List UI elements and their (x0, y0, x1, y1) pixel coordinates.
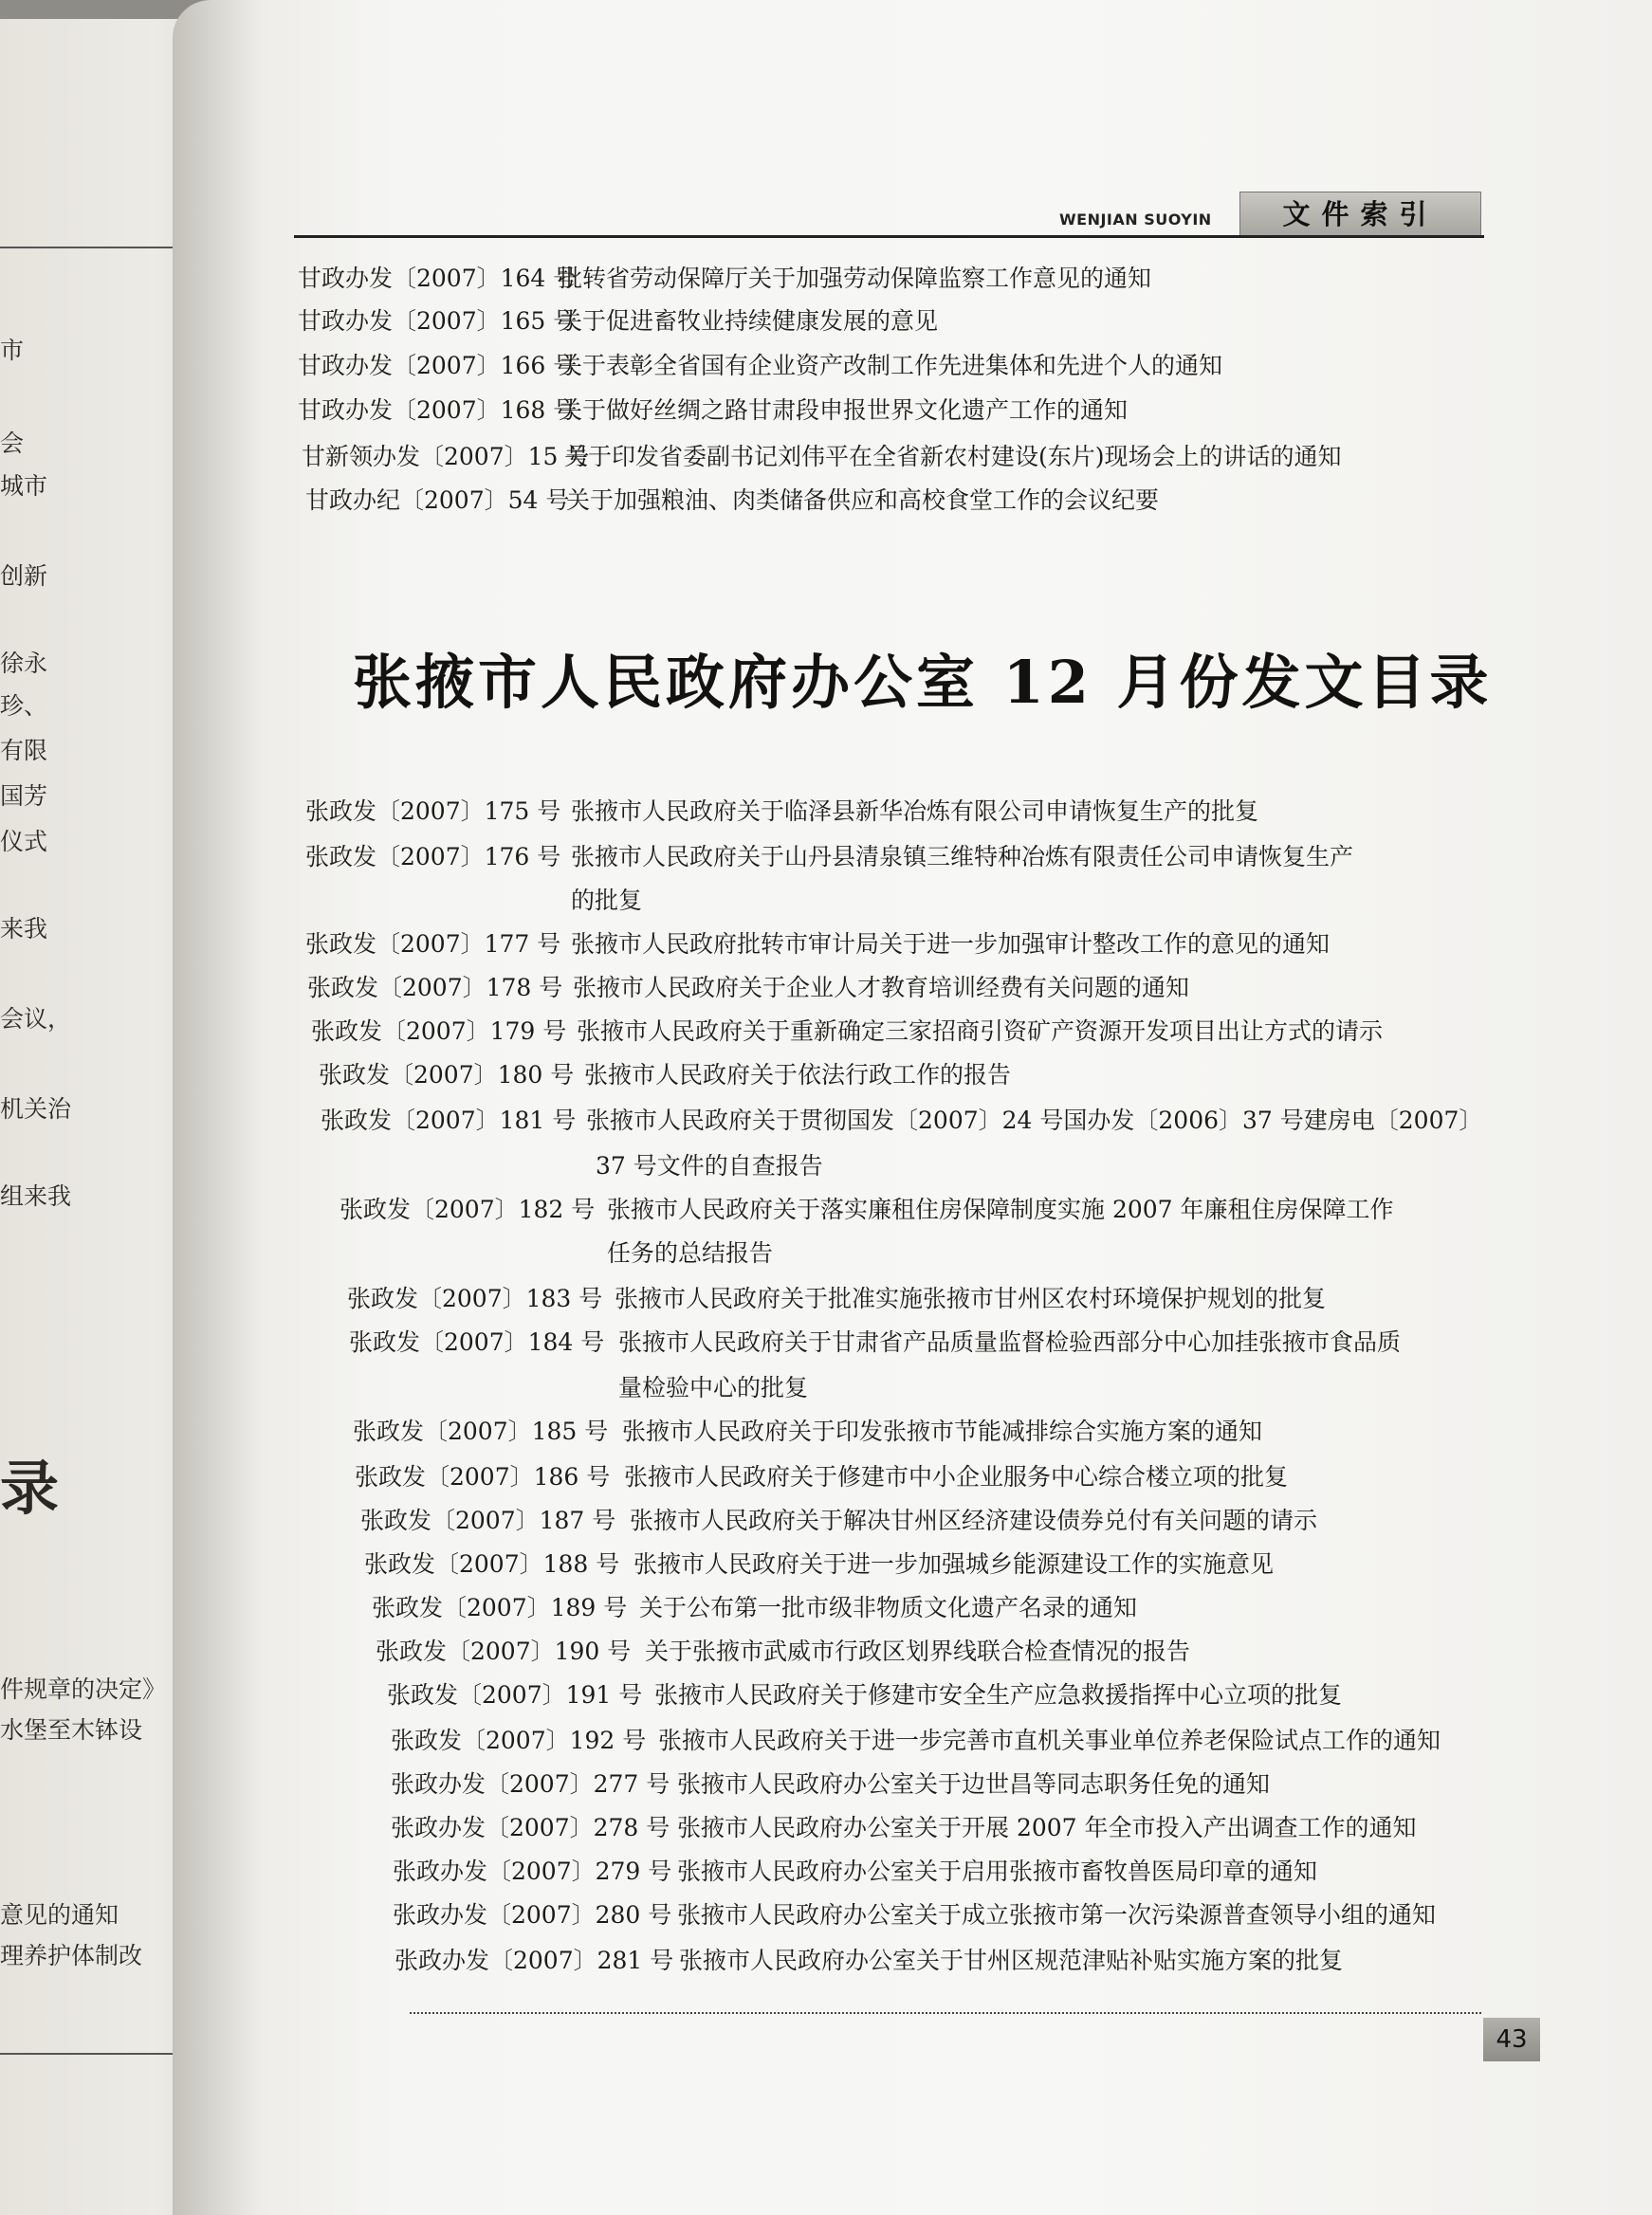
document-number: 张政发〔2007〕181 号 (321, 1107, 577, 1134)
document-number: 张政发〔2007〕187 号 (360, 1507, 616, 1534)
document-title-continued: 任务的总结报告 (607, 1239, 774, 1267)
document-number: 张政办发〔2007〕277 号 (391, 1770, 670, 1798)
document-number: 张政发〔2007〕184 号 (349, 1328, 605, 1356)
document-title: 张掖市人民政府关于临泽县新华冶炼有限公司申请恢复生产的批复 (571, 797, 1259, 825)
document-number: 张政发〔2007〕186 号 (355, 1463, 611, 1491)
left-page-line: 徐永 (0, 650, 48, 677)
document-number: 甘政办发〔2007〕165 号 (298, 307, 578, 335)
document-title: 张掖市人民政府办公室关于成立张掖市第一次污染源普查领导小组的通知 (677, 1901, 1437, 1929)
document-title: 张掖市人民政府关于山丹县清泉镇三维特种冶炼有限责任公司申请恢复生产 (571, 843, 1354, 870)
document-title: 张掖市人民政府关于甘肃省产品质量监督检验西部分中心加挂张掖市食品质 (618, 1328, 1402, 1356)
document-title: 张掖市人民政府关于印发张掖市节能减排综合实施方案的通知 (622, 1418, 1263, 1445)
document-title: 张掖市人民政府关于企业人才教育培训经费有关问题的通知 (573, 974, 1190, 1001)
document-number: 张政发〔2007〕179 号 (311, 1017, 567, 1045)
left-page-line: 来我 (0, 915, 48, 943)
document-title: 张掖市人民政府关于修建市安全生产应急救援指挥中心立项的批复 (654, 1681, 1343, 1709)
document-number: 张政发〔2007〕189 号 (372, 1594, 628, 1621)
left-page-rule (0, 2053, 190, 2055)
document-title: 张掖市人民政府办公室关于开展 2007 年全市投入产出调查工作的通知 (677, 1814, 1417, 1841)
document-number: 张政发〔2007〕191 号 (387, 1681, 643, 1709)
document-title-continued: 37 号文件的自查报告 (596, 1152, 823, 1180)
document-title: 关于公布第一批市级非物质文化遗产名录的通知 (639, 1594, 1138, 1621)
document-number: 张政发〔2007〕178 号 (307, 974, 563, 1001)
document-number: 甘新领办发〔2007〕15 号 (302, 443, 590, 470)
left-page-line: 组来我 (0, 1182, 72, 1210)
document-title: 张掖市人民政府关于解决甘州区经济建设债券兑付有关问题的请示 (630, 1507, 1318, 1534)
document-number: 张政发〔2007〕185 号 (353, 1418, 609, 1445)
left-page-heading: 录 (0, 1454, 60, 1523)
document-number: 张政办发〔2007〕280 号 (393, 1901, 672, 1929)
page-number: 43 (1483, 2018, 1540, 2061)
left-page-line: 机关治 (0, 1095, 72, 1123)
document-title: 张掖市人民政府关于批准实施张掖市甘州区农村环境保护规划的批复 (615, 1285, 1327, 1312)
document-number: 甘政办发〔2007〕168 号 (298, 396, 578, 424)
left-page-line: 水堡至木钵设 (0, 1716, 143, 1744)
document-number: 张政发〔2007〕176 号 (305, 843, 561, 870)
document-title: 张掖市人民政府关于修建市中小企业服务中心综合楼立项的批复 (624, 1463, 1289, 1491)
document-number: 张政发〔2007〕182 号 (340, 1196, 596, 1223)
document-title: 关于印发省委副书记刘伟平在全省新农村建设(东片)现场会上的讲话的通知 (564, 443, 1342, 470)
document-number: 张政办发〔2007〕278 号 (391, 1814, 670, 1841)
document-title: 关于张掖市武威市行政区划界线联合检查情况的报告 (645, 1638, 1191, 1665)
document-number: 甘政办发〔2007〕164 号 (298, 265, 578, 292)
left-page-line: 珍、 (0, 692, 48, 720)
document-title: 关于做好丝绸之路甘肃段申报世界文化遗产工作的通知 (559, 396, 1129, 424)
document-title: 批转省劳动保障厅关于加强劳动保障监察工作意见的通知 (559, 265, 1152, 292)
document-title: 关于促进畜牧业持续健康发展的意见 (559, 307, 939, 335)
left-page-line: 意见的通知 (0, 1901, 119, 1929)
document-title: 关于加强粮油、肉类储备供应和高校食堂工作的会议纪要 (566, 486, 1160, 514)
document-page (173, 0, 1652, 2215)
left-page-line: 理养护体制改 (0, 1942, 143, 1969)
left-page-line: 城市 (0, 472, 48, 500)
header-pinyin: WENJIAN SUOYIN (1059, 211, 1212, 229)
document-number: 甘政办纪〔2007〕54 号 (305, 486, 570, 514)
document-title: 张掖市人民政府关于落实廉租住房保障制度实施 2007 年廉租住房保障工作 (607, 1196, 1394, 1223)
left-page-line: 市 (0, 337, 25, 364)
document-title: 张掖市人民政府关于贯彻国发〔2007〕24 号国办发〔2006〕37 号建房电〔2007〕 (586, 1107, 1483, 1134)
document-number: 张政发〔2007〕183 号 (347, 1285, 603, 1312)
document-number: 张政发〔2007〕192 号 (391, 1727, 647, 1754)
left-page-line: 仪式 (0, 828, 48, 855)
left-page-line: 会 (0, 430, 25, 457)
document-title: 张掖市人民政府办公室关于甘州区规范津贴补贴实施方案的批复 (679, 1947, 1344, 1974)
left-page-rule (0, 247, 190, 248)
document-number: 张政发〔2007〕175 号 (305, 797, 561, 825)
document-title: 张掖市人民政府关于进一步加强城乡能源建设工作的实施意见 (633, 1550, 1275, 1578)
document-number: 张政发〔2007〕188 号 (364, 1550, 620, 1578)
document-title: 张掖市人民政府关于进一步完善市直机关事业单位养老保险试点工作的通知 (658, 1727, 1441, 1754)
document-number: 张政发〔2007〕190 号 (376, 1638, 632, 1665)
document-title: 张掖市人民政府关于重新确定三家招商引资矿产资源开发项目出让方式的请示 (577, 1017, 1384, 1045)
document-title: 张掖市人民政府办公室关于启用张掖市畜牧兽医局印章的通知 (677, 1858, 1318, 1885)
document-title: 张掖市人民政府办公室关于边世昌等同志职务任免的通知 (677, 1770, 1271, 1798)
document-title: 张掖市人民政府关于依法行政工作的报告 (584, 1061, 1012, 1089)
left-page-line: 创新 (0, 562, 48, 590)
footer-rule (410, 2012, 1481, 2014)
document-number: 张政发〔2007〕177 号 (305, 930, 561, 958)
header-rule (294, 235, 1484, 238)
document-number: 张政发〔2007〕180 号 (319, 1061, 575, 1089)
document-title-continued: 量检验中心的批复 (618, 1374, 809, 1401)
left-page-line: 国芳 (0, 782, 48, 810)
document-number: 张政办发〔2007〕281 号 (395, 1947, 674, 1974)
left-page-line: 会议， (0, 1005, 72, 1033)
document-title-continued: 的批复 (571, 887, 643, 914)
left-page-line: 有限 (0, 737, 48, 764)
document-title: 关于表彰全省国有企业资产改制工作先进集体和先进个人的通知 (559, 352, 1223, 379)
page-title: 张掖市人民政府办公室 12 月份发文目录 (353, 648, 1493, 717)
document-title: 张掖市人民政府批转市审计局关于进一步加强审计整改工作的意见的通知 (571, 930, 1331, 958)
document-number: 张政办发〔2007〕279 号 (393, 1858, 672, 1885)
section-label: 文件索引 (1239, 192, 1481, 237)
document-number: 甘政办发〔2007〕166 号 (298, 352, 578, 379)
left-page-line: 件规章的决定》 (0, 1675, 167, 1703)
